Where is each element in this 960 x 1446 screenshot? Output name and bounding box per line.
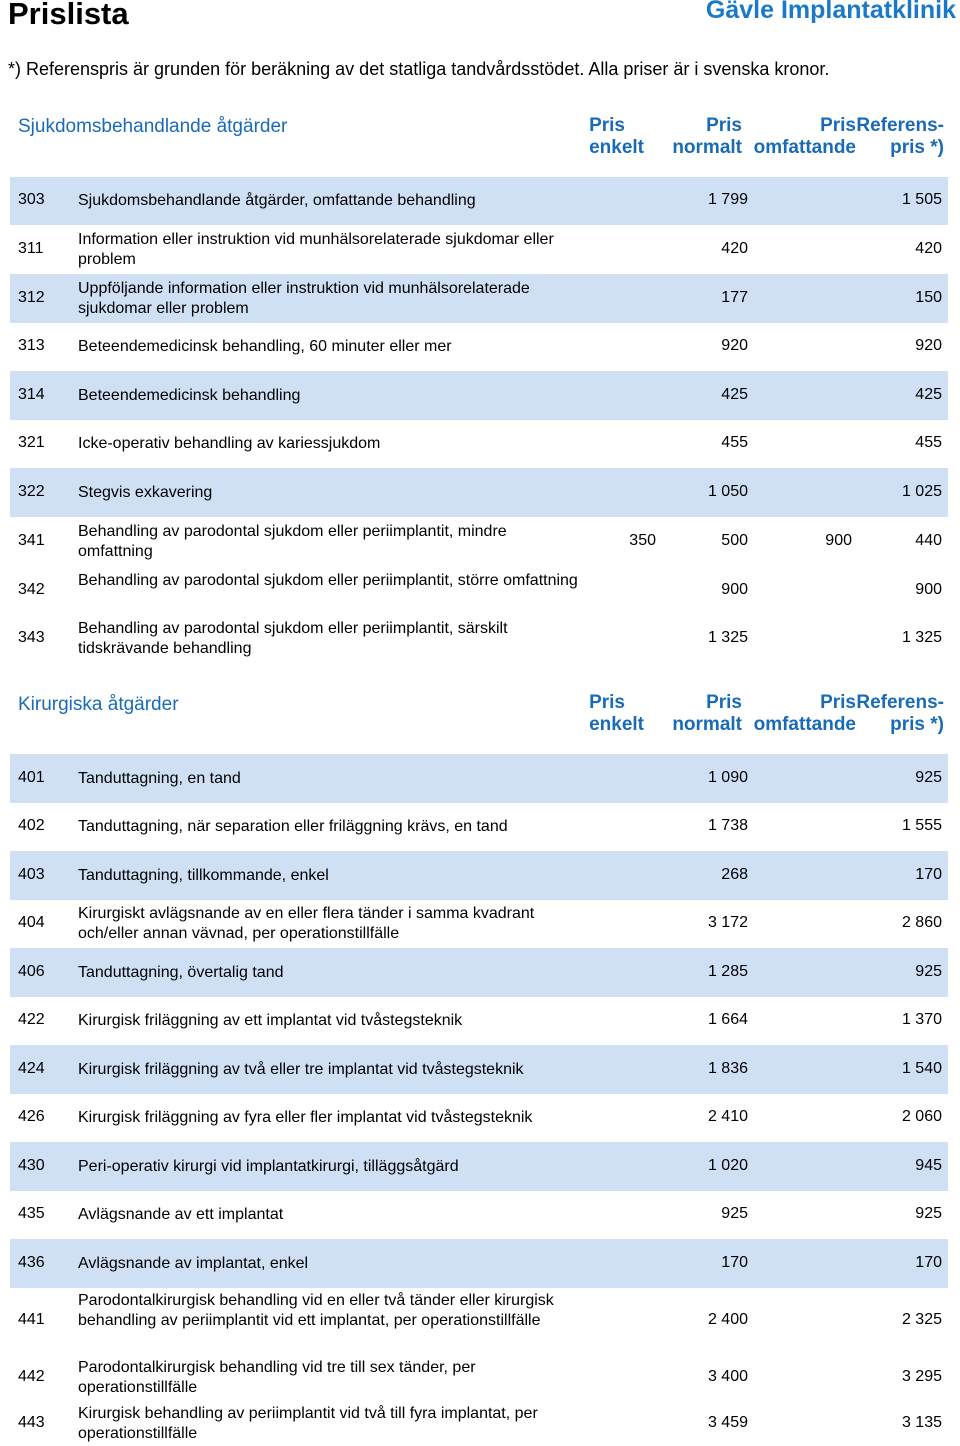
table-row — [10, 997, 948, 1045]
col-header-line: Pris — [820, 115, 856, 136]
price-referens: 1 370 — [901, 1011, 942, 1028]
price-normalt: 925 — [721, 1205, 748, 1222]
table-row — [10, 851, 948, 900]
price-referens: 1 025 — [901, 482, 942, 500]
row-code: 312 — [18, 288, 45, 306]
table-row — [10, 371, 948, 420]
row-code: 401 — [18, 768, 45, 786]
col-header-line: enkelt — [589, 137, 644, 158]
row-code: 403 — [18, 865, 45, 883]
price-normalt: 1 738 — [707, 817, 748, 834]
row-description: Avlägsnande av implantat, enkel — [78, 1254, 309, 1272]
row-code: 404 — [18, 914, 45, 931]
row-code: 442 — [18, 1367, 45, 1385]
table-row — [10, 1239, 948, 1288]
row-description: Parodontalkirurgisk behandling vid en eller två tänder eller kirurgisk behandling av periimplantit vid ett implantat, per operationstillfälle — [78, 1291, 554, 1329]
row-code: 406 — [18, 962, 45, 980]
row-code: 402 — [18, 817, 45, 834]
col-header-enkelt — [589, 115, 644, 159]
col-header-omfattande — [754, 115, 856, 159]
table-row — [10, 803, 948, 851]
col-header-line: Pris — [706, 692, 742, 713]
row-description: Kirurgiskt avlägsnande av en eller flera tänder i samma kvadrant och/eller annan vävnad, per operationstillfälle — [78, 905, 535, 942]
price-referens: 925 — [915, 768, 942, 786]
price-normalt: 3 459 — [707, 1414, 748, 1431]
section-header — [10, 113, 948, 177]
row-description: Beteendemedicinsk behandling, 60 minuter eller mer — [78, 338, 452, 355]
table-row — [10, 1142, 948, 1191]
table-row — [10, 177, 948, 225]
price-referens: 2 325 — [901, 1310, 942, 1328]
price-normalt: 177 — [721, 288, 748, 306]
row-code: 342 — [18, 580, 45, 598]
price-referens: 420 — [915, 239, 942, 257]
row-code: 441 — [18, 1310, 45, 1328]
row-code: 303 — [18, 191, 45, 208]
price-normalt: 420 — [721, 239, 748, 257]
price-referens: 170 — [915, 1253, 942, 1271]
table-row — [10, 1094, 948, 1142]
table-row — [10, 323, 948, 371]
price-referens: 455 — [915, 434, 942, 451]
price-normalt: 1 090 — [707, 768, 748, 786]
price-normalt: 455 — [721, 434, 748, 451]
table-row — [10, 225, 948, 274]
col-header-omfattande — [754, 692, 856, 736]
row-code: 341 — [18, 531, 45, 549]
table-row — [10, 615, 948, 663]
row-description: Avlägsnande av ett implantat — [78, 1206, 284, 1223]
table-row — [10, 1402, 948, 1446]
price-referens: 920 — [915, 337, 942, 354]
row-code: 343 — [18, 629, 45, 646]
price-normalt: 1 285 — [707, 962, 748, 980]
row-description: Tanduttagning, tillkommande, enkel — [78, 866, 329, 884]
col-header-line: Referens- — [856, 115, 944, 136]
price-referens: 170 — [915, 865, 942, 883]
clinic-name: Gävle Implantatklinik — [705, 0, 956, 24]
price-section — [10, 113, 948, 663]
price-normalt: 2 400 — [707, 1310, 748, 1328]
table-row — [10, 1353, 948, 1402]
row-description: Tanduttagning, övertalig tand — [78, 963, 284, 981]
row-code: 430 — [18, 1156, 45, 1174]
row-description: Behandling av parodontal sjukdom eller periimplantit, särskilt tidskrävande behandling — [78, 620, 508, 657]
price-referens: 1 505 — [901, 191, 942, 208]
price-referens: 1 325 — [901, 629, 942, 646]
price-normalt: 1 050 — [707, 482, 748, 500]
price-referens: 900 — [915, 580, 942, 598]
row-description: Uppföljande information eller instruktion vid munhälsorelaterade sjukdomar eller problem — [78, 279, 530, 317]
col-header-line: Pris — [820, 692, 856, 713]
row-description: Icke-operativ behandling av kariessjukdom — [78, 435, 381, 452]
price-normalt: 2 410 — [707, 1108, 748, 1125]
price-normalt: 500 — [721, 531, 748, 549]
table-row — [10, 1288, 948, 1353]
price-normalt: 1 020 — [707, 1156, 748, 1174]
price-normalt: 3 172 — [707, 914, 748, 931]
row-code: 321 — [18, 434, 45, 451]
col-header-line: pris *) — [890, 137, 944, 158]
price-referens: 2 860 — [901, 914, 942, 931]
col-header-line: omfattande — [753, 714, 856, 735]
price-normalt: 1 836 — [707, 1059, 748, 1077]
table-row — [10, 948, 948, 997]
price-referens: 3 295 — [901, 1367, 942, 1385]
table-row — [10, 468, 948, 517]
table-row — [10, 900, 948, 948]
price-normalt: 268 — [721, 865, 748, 883]
row-code: 435 — [18, 1205, 45, 1222]
row-description: Peri-operativ kirurgi vid implantatkirurgi, tilläggsåtgärd — [78, 1157, 459, 1175]
row-description: Kirurgisk friläggning av fyra eller fler implantat vid tvåstegsteknik — [78, 1109, 533, 1126]
col-header-line: Pris — [589, 692, 625, 713]
table-row — [10, 517, 948, 566]
row-code: 443 — [18, 1414, 45, 1431]
price-referens: 150 — [915, 288, 942, 306]
price-section — [10, 690, 948, 1446]
price-normalt: 900 — [721, 580, 748, 598]
price-referens: 925 — [915, 1205, 942, 1222]
price-referens: 440 — [915, 531, 942, 549]
row-description: Kirurgisk friläggning av ett implantat vid tvåstegsteknik — [78, 1012, 463, 1029]
price-normalt: 3 400 — [707, 1367, 748, 1385]
price-referens: 945 — [915, 1156, 942, 1174]
col-header-enkelt — [589, 692, 644, 736]
col-header-referenspris — [856, 115, 944, 159]
row-description: Information eller instruktion vid munhälsorelaterade sjukdomar eller problem — [78, 230, 554, 268]
table-row — [10, 566, 948, 615]
row-description: Stegvis exkavering — [78, 483, 213, 501]
col-header-line: omfattande — [753, 137, 856, 158]
price-normalt: 1 799 — [707, 191, 748, 208]
price-normalt: 1 664 — [707, 1011, 748, 1028]
col-header-line: pris *) — [890, 714, 944, 735]
col-header-line: normalt — [672, 137, 742, 158]
row-description: Kirurgisk friläggning av två eller tre implantat vid tvåstegsteknik — [78, 1060, 524, 1078]
section-title: Sjukdomsbehandlande åtgärder — [18, 116, 288, 137]
col-header-referenspris — [856, 692, 944, 736]
table-row — [10, 754, 948, 803]
table-row — [10, 1191, 948, 1239]
price-referens: 1 540 — [901, 1059, 942, 1077]
col-header-line: enkelt — [589, 714, 644, 735]
row-description: Behandling av parodontal sjukdom eller periimplantit, mindre omfattning — [78, 522, 507, 560]
price-referens: 925 — [915, 962, 942, 980]
table-row — [10, 1045, 948, 1094]
price-referens: 1 555 — [901, 817, 942, 834]
row-description: Beteendemedicinsk behandling — [78, 386, 301, 404]
price-referens: 425 — [915, 385, 942, 403]
row-description: Parodontalkirurgisk behandling vid tre till sex tänder, per operationstillfälle — [78, 1358, 476, 1396]
reference-price-note: *) Referenspris är grunden för beräkning av det statliga tandvårdsstödet. Alla priser är i svenska kronor. — [8, 59, 830, 79]
row-code: 314 — [18, 385, 45, 403]
row-description: Tanduttagning, när separation eller friläggning krävs, en tand — [78, 818, 508, 835]
price-referens: 3 135 — [901, 1414, 942, 1431]
row-code: 422 — [18, 1011, 45, 1028]
price-normalt: 170 — [721, 1253, 748, 1271]
section-header — [10, 690, 948, 754]
row-code: 426 — [18, 1108, 45, 1125]
row-code: 436 — [18, 1253, 45, 1271]
price-normalt: 920 — [721, 337, 748, 354]
row-description: Sjukdomsbehandlande åtgärder, omfattande behandling — [78, 192, 476, 209]
table-row — [10, 420, 948, 468]
col-header-line: Pris — [589, 115, 625, 136]
col-header-normalt — [672, 115, 742, 159]
page-title: Prislista — [8, 0, 129, 31]
price-referens: 2 060 — [901, 1108, 942, 1125]
col-header-normalt — [672, 692, 742, 736]
col-header-line: Referens- — [856, 692, 944, 713]
row-code: 311 — [18, 239, 44, 257]
price-normalt: 425 — [721, 385, 748, 403]
price-enkelt: 350 — [629, 531, 656, 549]
row-description: Tanduttagning, en tand — [78, 769, 241, 787]
section-title: Kirurgiska åtgärder — [18, 694, 179, 715]
row-code: 313 — [18, 337, 45, 354]
price-normalt: 1 325 — [707, 629, 748, 646]
col-header-line: normalt — [672, 714, 742, 735]
col-header-line: Pris — [706, 115, 742, 136]
row-description: Behandling av parodontal sjukdom eller periimplantit, större omfattning — [78, 571, 578, 589]
table-row — [10, 274, 948, 323]
row-code: 322 — [18, 482, 45, 500]
row-description: Kirurgisk behandling av periimplantit vid två till fyra implantat, per operationstillfälle — [78, 1405, 538, 1442]
row-code: 424 — [18, 1059, 45, 1077]
price-omfattande: 900 — [825, 531, 852, 549]
